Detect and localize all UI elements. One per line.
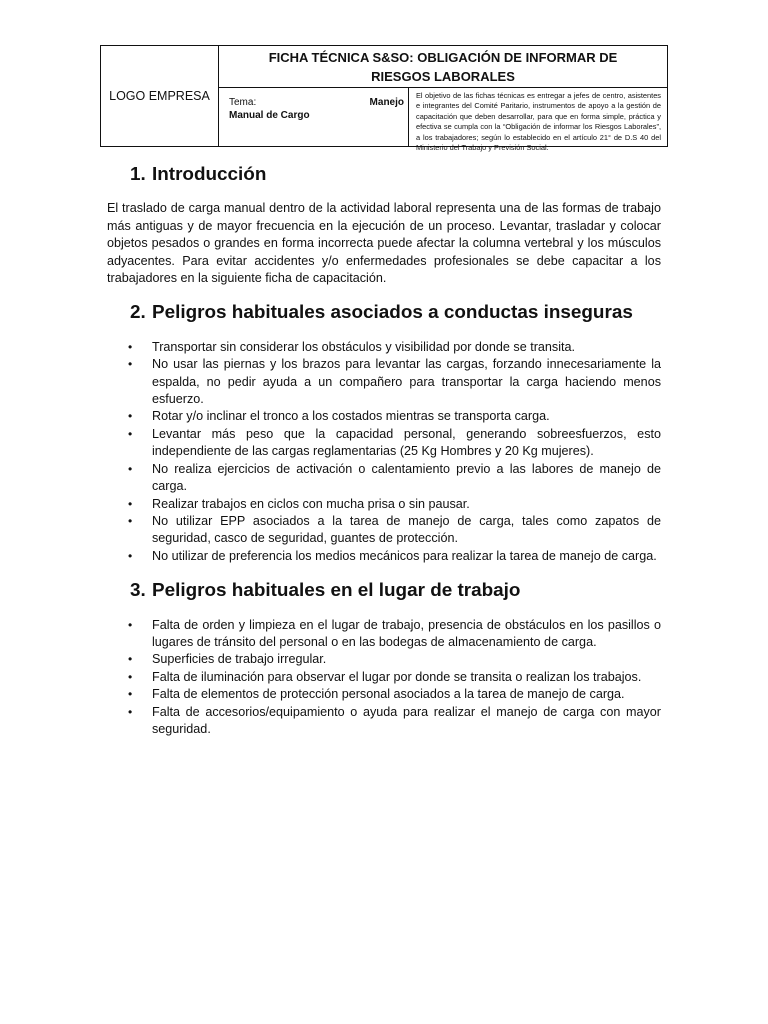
list-item	[107, 651, 661, 668]
section-title: Peligros habituales en el lugar de trabajo	[152, 580, 521, 602]
list-item	[107, 461, 661, 496]
section-heading	[107, 302, 661, 324]
bullet-list	[107, 339, 661, 565]
list-item	[107, 426, 661, 461]
bullet-icon: •	[128, 687, 133, 702]
document-body	[107, 160, 661, 738]
list-item-text: Realizar trabajos en ciclos con mucha prisa o sin pausar.	[152, 496, 470, 511]
bullet-icon: •	[128, 409, 133, 424]
logo-text: LOGO EMPRESA	[109, 89, 210, 103]
bullet-icon: •	[128, 339, 133, 354]
list-item-text: Falta de accesorios/equipamiento o ayuda para realizar el manejo de carga con mayor seguridad.	[152, 704, 661, 736]
topic-label: Tema:	[229, 97, 257, 108]
list-item-text: No utilizar EPP asociados a la tarea de manejo de carga, tales como zapatos de seguridad, casco de seguridad, guantes de protección.	[152, 513, 661, 546]
section-number: 2.	[130, 302, 146, 324]
bullet-icon: •	[128, 617, 133, 632]
topic-value-line2: Manual de Cargo	[229, 110, 310, 121]
list-item	[107, 617, 661, 652]
document-title: FICHA TÉCNICA S&SO: OBLIGACIÓN DE INFORMAR DE RIESGOS LABORALES	[219, 46, 667, 88]
list-item	[107, 548, 661, 565]
section-title: Peligros habituales asociados a conductas inseguras	[152, 302, 633, 324]
section-workplace-hazards	[107, 582, 661, 738]
section-heading	[107, 580, 661, 602]
list-item-text: Falta de iluminación para observar el lugar por donde se transita o realizan los trabajos.	[152, 669, 642, 684]
section-unsafe-behaviors	[107, 304, 661, 565]
section-heading	[107, 166, 661, 183]
list-item	[107, 669, 661, 686]
list-item-text: Superficies de trabajo irregular.	[152, 652, 327, 667]
company-logo-placeholder	[101, 46, 219, 146]
list-item-text: Falta de elementos de protección personal asociados a la tarea de manejo de carga.	[152, 687, 625, 702]
topic-value-line1: Manejo	[369, 97, 404, 108]
bullet-icon: •	[128, 461, 133, 476]
section-number: 3.	[130, 580, 146, 602]
bullet-icon: •	[128, 704, 133, 719]
header-table	[100, 45, 668, 153]
bullet-icon: •	[128, 669, 133, 684]
list-item	[107, 356, 661, 408]
list-item	[107, 339, 661, 356]
list-item-text: Transportar sin considerar los obstáculos y visibilidad por donde se transita.	[152, 339, 576, 354]
bullet-icon: •	[128, 357, 133, 372]
section-title: Introducción	[152, 164, 267, 185]
bullet-icon: •	[128, 426, 133, 441]
topic-cell	[219, 88, 409, 146]
list-item	[107, 704, 661, 739]
list-item	[107, 408, 661, 425]
section-introduction	[107, 166, 661, 287]
list-item-text: No realiza ejercicios de activación o calentamiento previo a las labores de manejo de carga.	[152, 461, 661, 494]
bullet-icon: •	[128, 513, 133, 528]
list-item-text: Rotar y/o inclinar el tronco a los costados mientras se transporta carga.	[152, 409, 550, 424]
list-item	[107, 513, 661, 548]
bullet-icon: •	[128, 652, 133, 667]
intro-paragraph: El traslado de carga manual dentro de la actividad laboral representa una de las formas de trabajo más antiguas y de mayor frecuencia en la ejecución de un proceso. Levantar, trasladar y colocar objetos pesados o grandes en forma incorrecta puede afectar la columna vertebral y los músculos adyacentes. Para evitar accidentes y/o enfermedades profesionales se debe capacitar a los trabajadores en la siguiente ficha de capacitación.	[107, 201, 661, 286]
list-item	[107, 496, 661, 513]
section-number: 1.	[130, 164, 146, 185]
list-item-text: Levantar más peso que la capacidad personal, generando sobreesfuerzos, esto independiente de las cargas reglamentarias (25 Kg Hombres y 20 Kg mujeres).	[152, 426, 661, 459]
objective-text: El objetivo de las fichas técnicas es entregar a jefes de centro, asistentes e integrantes del Comité Paritario, instrumentos de apoyo a la gestión de capacitación que deben desarrollar, para que en forma simple, práctica y efectiva se cumpla con la “Obligación de informar los Riesgos Laborales”, a los trabajadores; según lo establecido en el artículo 21° de D.S 40 del Ministerio del Trabajo y Previsión Social.	[416, 91, 661, 153]
bullet-icon: •	[128, 496, 133, 511]
list-item	[107, 686, 661, 703]
list-item-text: No utilizar de preferencia los medios mecánicos para realizar la tarea de manejo de carga.	[152, 548, 657, 563]
bullet-list	[107, 617, 661, 739]
bullet-icon: •	[128, 548, 133, 563]
list-item-text: No usar las piernas y los brazos para levantar las cargas, forzando innecesariamente la espalda, no pedir ayuda a un compañero para transportar la carga haciendo menos esfuerzo.	[152, 357, 661, 407]
list-item-text: Falta de orden y limpieza en el lugar de trabajo, presencia de obstáculos en los pasillos o lugares de tránsito del personal o en las bodegas de almacenamiento de carga.	[152, 617, 661, 649]
